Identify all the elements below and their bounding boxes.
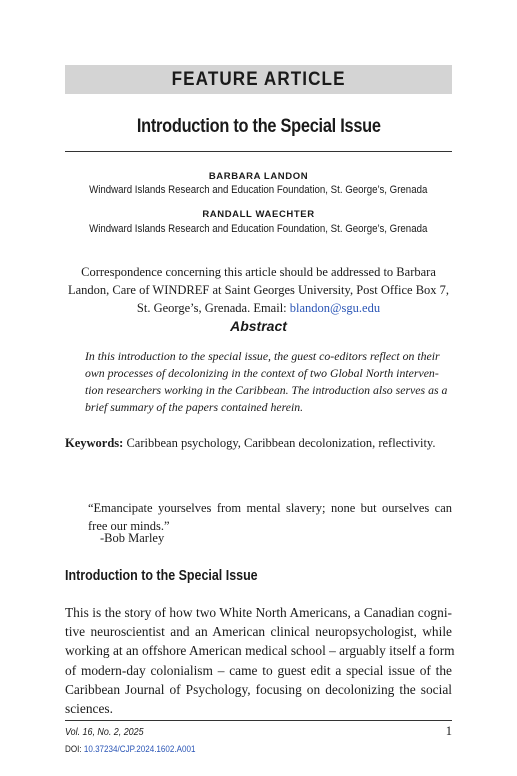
page-number: 1 <box>445 724 452 738</box>
author-affiliation-1-text: Windward Islands Research and Education Foundation, St. George’s, Grenada <box>89 184 428 196</box>
correspondence-text: Correspondence concerning this article should be addressed to Barbara Landon, Care of WINDREF at Saint Georges University, Post Office Box 7, St. George’s, Grenada. Email: <box>67 265 450 315</box>
body-line: sciences. <box>65 701 113 717</box>
abstract-line: tion researchers working in the Caribbean. The introduction also serves as a <box>85 383 448 397</box>
correspondence-note <box>65 263 452 317</box>
body-line: tive neuroscientist and an American clinical neuropsychologist, while <box>65 624 452 640</box>
body-paragraph <box>65 603 455 718</box>
body-line: working at an offshore American medical school – arguably itself a form <box>65 643 455 659</box>
body-line: Caribbean Journal of Psychology, focusing on decolonizing the social <box>65 681 452 697</box>
author-affiliation-2-text: Windward Islands Research and Education Foundation, St. George’s, Grenada <box>89 223 428 235</box>
article-type-label: FEATURE ARTICLE <box>171 68 346 90</box>
body-line: This is the story of how two White North Americans, a Canadian cogni- <box>65 605 452 620</box>
author-affiliation-2 <box>65 223 452 235</box>
article-type-banner <box>65 65 452 94</box>
epigraph-attribution: -Bob Marley <box>100 531 165 545</box>
title-divider <box>65 151 452 152</box>
epigraph-quote: “Emancipate yourselves from mental slavery; none but ourselves can free our minds.” <box>88 501 452 533</box>
footer-volume-text: Vol. 16, No. 2, 2025 <box>65 726 144 738</box>
footer-volume <box>65 726 157 738</box>
section-heading <box>65 568 289 584</box>
abstract-line: In this introduction to the special issue, the guest co-editors reflect on their <box>85 349 440 363</box>
author-name-2: RANDALL WAECHTER <box>202 209 315 220</box>
doi-link[interactable]: 10.37234/CJP.2024.1602.A001 <box>83 744 196 755</box>
footer-divider <box>65 720 452 721</box>
abstract-heading: Abstract <box>230 318 287 334</box>
keywords-text: Caribbean psychology, Caribbean decolonization, reflectivity. <box>123 436 436 450</box>
author-affiliation-1 <box>65 184 452 196</box>
abstract-line: brief summary of the papers contained herein. <box>85 400 304 414</box>
article-title-text: Introduction to the Special Issue <box>136 116 381 137</box>
doi-label: DOI: <box>65 744 84 755</box>
keywords-label: Keywords: <box>65 436 124 450</box>
correspondence-email-link[interactable]: blandon@sgu.edu <box>289 301 381 315</box>
author-name-1: BARBARA LANDON <box>208 171 309 182</box>
footer-doi <box>65 744 219 755</box>
abstract-line: own processes of decolonizing in the context of two Global North interven- <box>85 366 439 380</box>
abstract-body <box>85 348 448 416</box>
article-title <box>65 116 452 138</box>
section-heading-text: Introduction to the Special Issue <box>65 568 258 584</box>
keywords <box>65 436 452 451</box>
body-line: of modern-day colonialism – came to guest edit a special issue of the <box>65 662 452 678</box>
